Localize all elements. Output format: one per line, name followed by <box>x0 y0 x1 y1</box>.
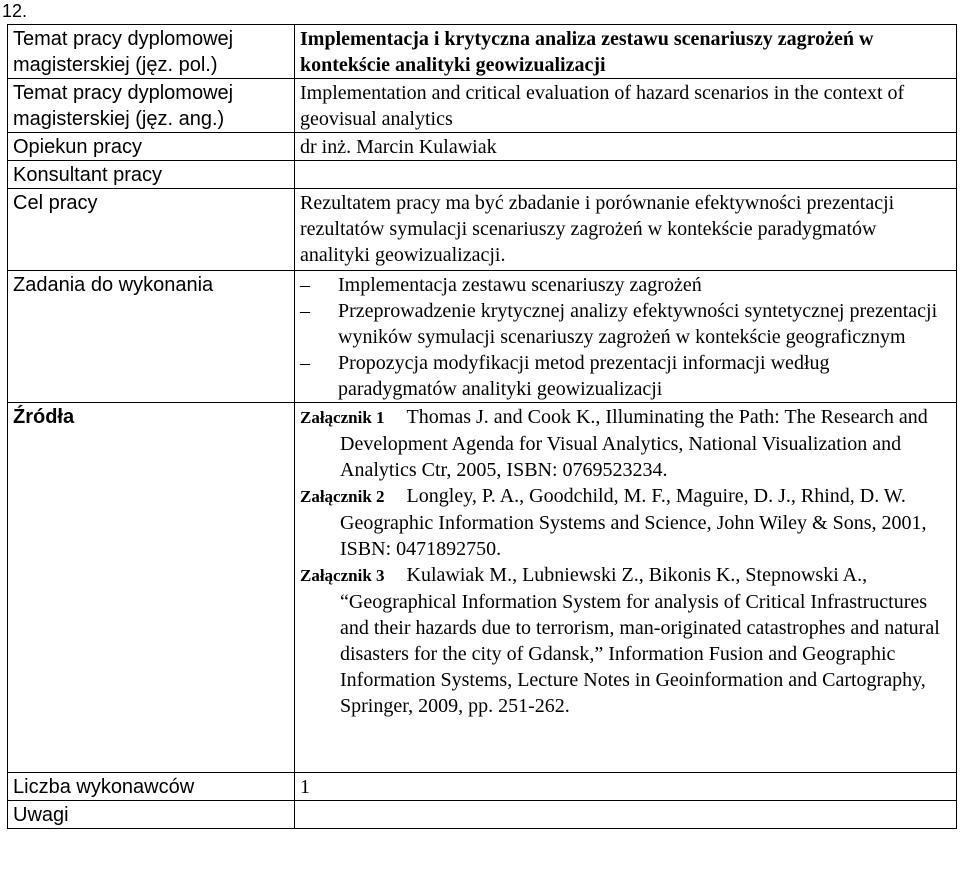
row-sources <box>8 403 957 773</box>
tasks-label: Zadania do wykonania <box>8 271 295 403</box>
executors-label: Liczba wykonawców <box>8 773 295 801</box>
row-consultant <box>8 161 957 189</box>
topic-en-value: Implementation and critical evaluation of hazard scenarios in the context of geovisual analytics <box>295 79 957 133</box>
row-executors <box>8 773 957 801</box>
task-item <box>300 298 951 350</box>
thesis-table <box>7 24 957 829</box>
task-text: Propozycja modyfikacji metod prezentacji informacji według paradygmatów analityki geowizualizacji <box>338 352 830 400</box>
task-item <box>300 272 951 298</box>
source-item <box>300 404 951 483</box>
source-tag: Załącznik 1 <box>300 408 385 427</box>
source-tag: Załącznik 2 <box>300 487 385 506</box>
topic-pl-value: Implementacja i krytyczna analiza zestawu scenariuszy zagrożeń w kontekście analityki geowizualizacji <box>295 25 957 79</box>
source-text: Kulawiak M., Lubniewski Z., Bikonis K., Stepnowski A., “Geographical Information System for analysis of Critical Infrastructures and their hazards due to terrorism, man-originated catastrophes and natural disasters for the city of Gdansk,” Information Fusion and Geographic Information Systems, Lecture Notes in Geoinformation and Cartography, Springer, 2009, pp. 251-262. <box>340 564 940 717</box>
task-item <box>300 350 951 402</box>
notes-value <box>295 801 957 829</box>
source-text: Longley, P. A., Goodchild, M. F., Maguire, D. J., Rhind, D. W. Geographic Information Systems and Science, John Wiley & Sons, 2001, ISBN: 0471892750. <box>340 485 927 560</box>
row-notes <box>8 801 957 829</box>
dash-icon: – <box>300 300 310 322</box>
topic-en-label: Temat pracy dyplomowej magisterskiej (jęz. ang.) <box>8 79 295 133</box>
row-goal <box>8 189 957 271</box>
dash-icon: – <box>300 274 310 296</box>
task-text: Przeprowadzenie krytycznej analizy efektywności syntetycznej prezentacji wyników symulacji scenariuszy zagrożeń w kontekście geograficznym <box>338 300 938 348</box>
sources-label-text: Źródła <box>13 406 75 428</box>
source-item <box>300 483 951 562</box>
consultant-value <box>295 161 957 189</box>
task-text: Implementacja zestawu scenariuszy zagrożeń <box>338 274 702 296</box>
source-tag: Załącznik 3 <box>300 566 385 585</box>
sources-value <box>295 403 957 773</box>
goal-value: Rezultatem pracy ma być zbadanie i porównanie efektywności prezentacji rezultatów symulacji scenariuszy zagrożeń w kontekście paradygmatów analityki geowizualizacji. <box>295 189 957 271</box>
source-item <box>300 562 951 719</box>
topic-pl-label: Temat pracy dyplomowej magisterskiej (jęz. pol.) <box>8 25 295 79</box>
supervisor-value: dr inż. Marcin Kulawiak <box>295 133 957 161</box>
row-tasks <box>8 271 957 403</box>
row-topic-pl <box>8 25 957 79</box>
row-supervisor <box>8 133 957 161</box>
dash-icon: – <box>300 352 310 374</box>
tasks-list <box>300 272 951 402</box>
row-topic-en <box>8 79 957 133</box>
goal-label: Cel pracy <box>8 189 295 271</box>
sources-label <box>8 403 295 773</box>
consultant-label: Konsultant pracy <box>8 161 295 189</box>
source-text: Thomas J. and Cook K., Illuminating the Path: The Research and Development Agenda for Visual Analytics, National Visualization and Analytics Ctr, 2005, ISBN: 0769523234. <box>340 406 928 481</box>
item-number: 12. <box>2 1 28 21</box>
notes-label: Uwagi <box>8 801 295 829</box>
tasks-value <box>295 271 957 403</box>
executors-value: 1 <box>295 773 957 801</box>
supervisor-label: Opiekun pracy <box>8 133 295 161</box>
